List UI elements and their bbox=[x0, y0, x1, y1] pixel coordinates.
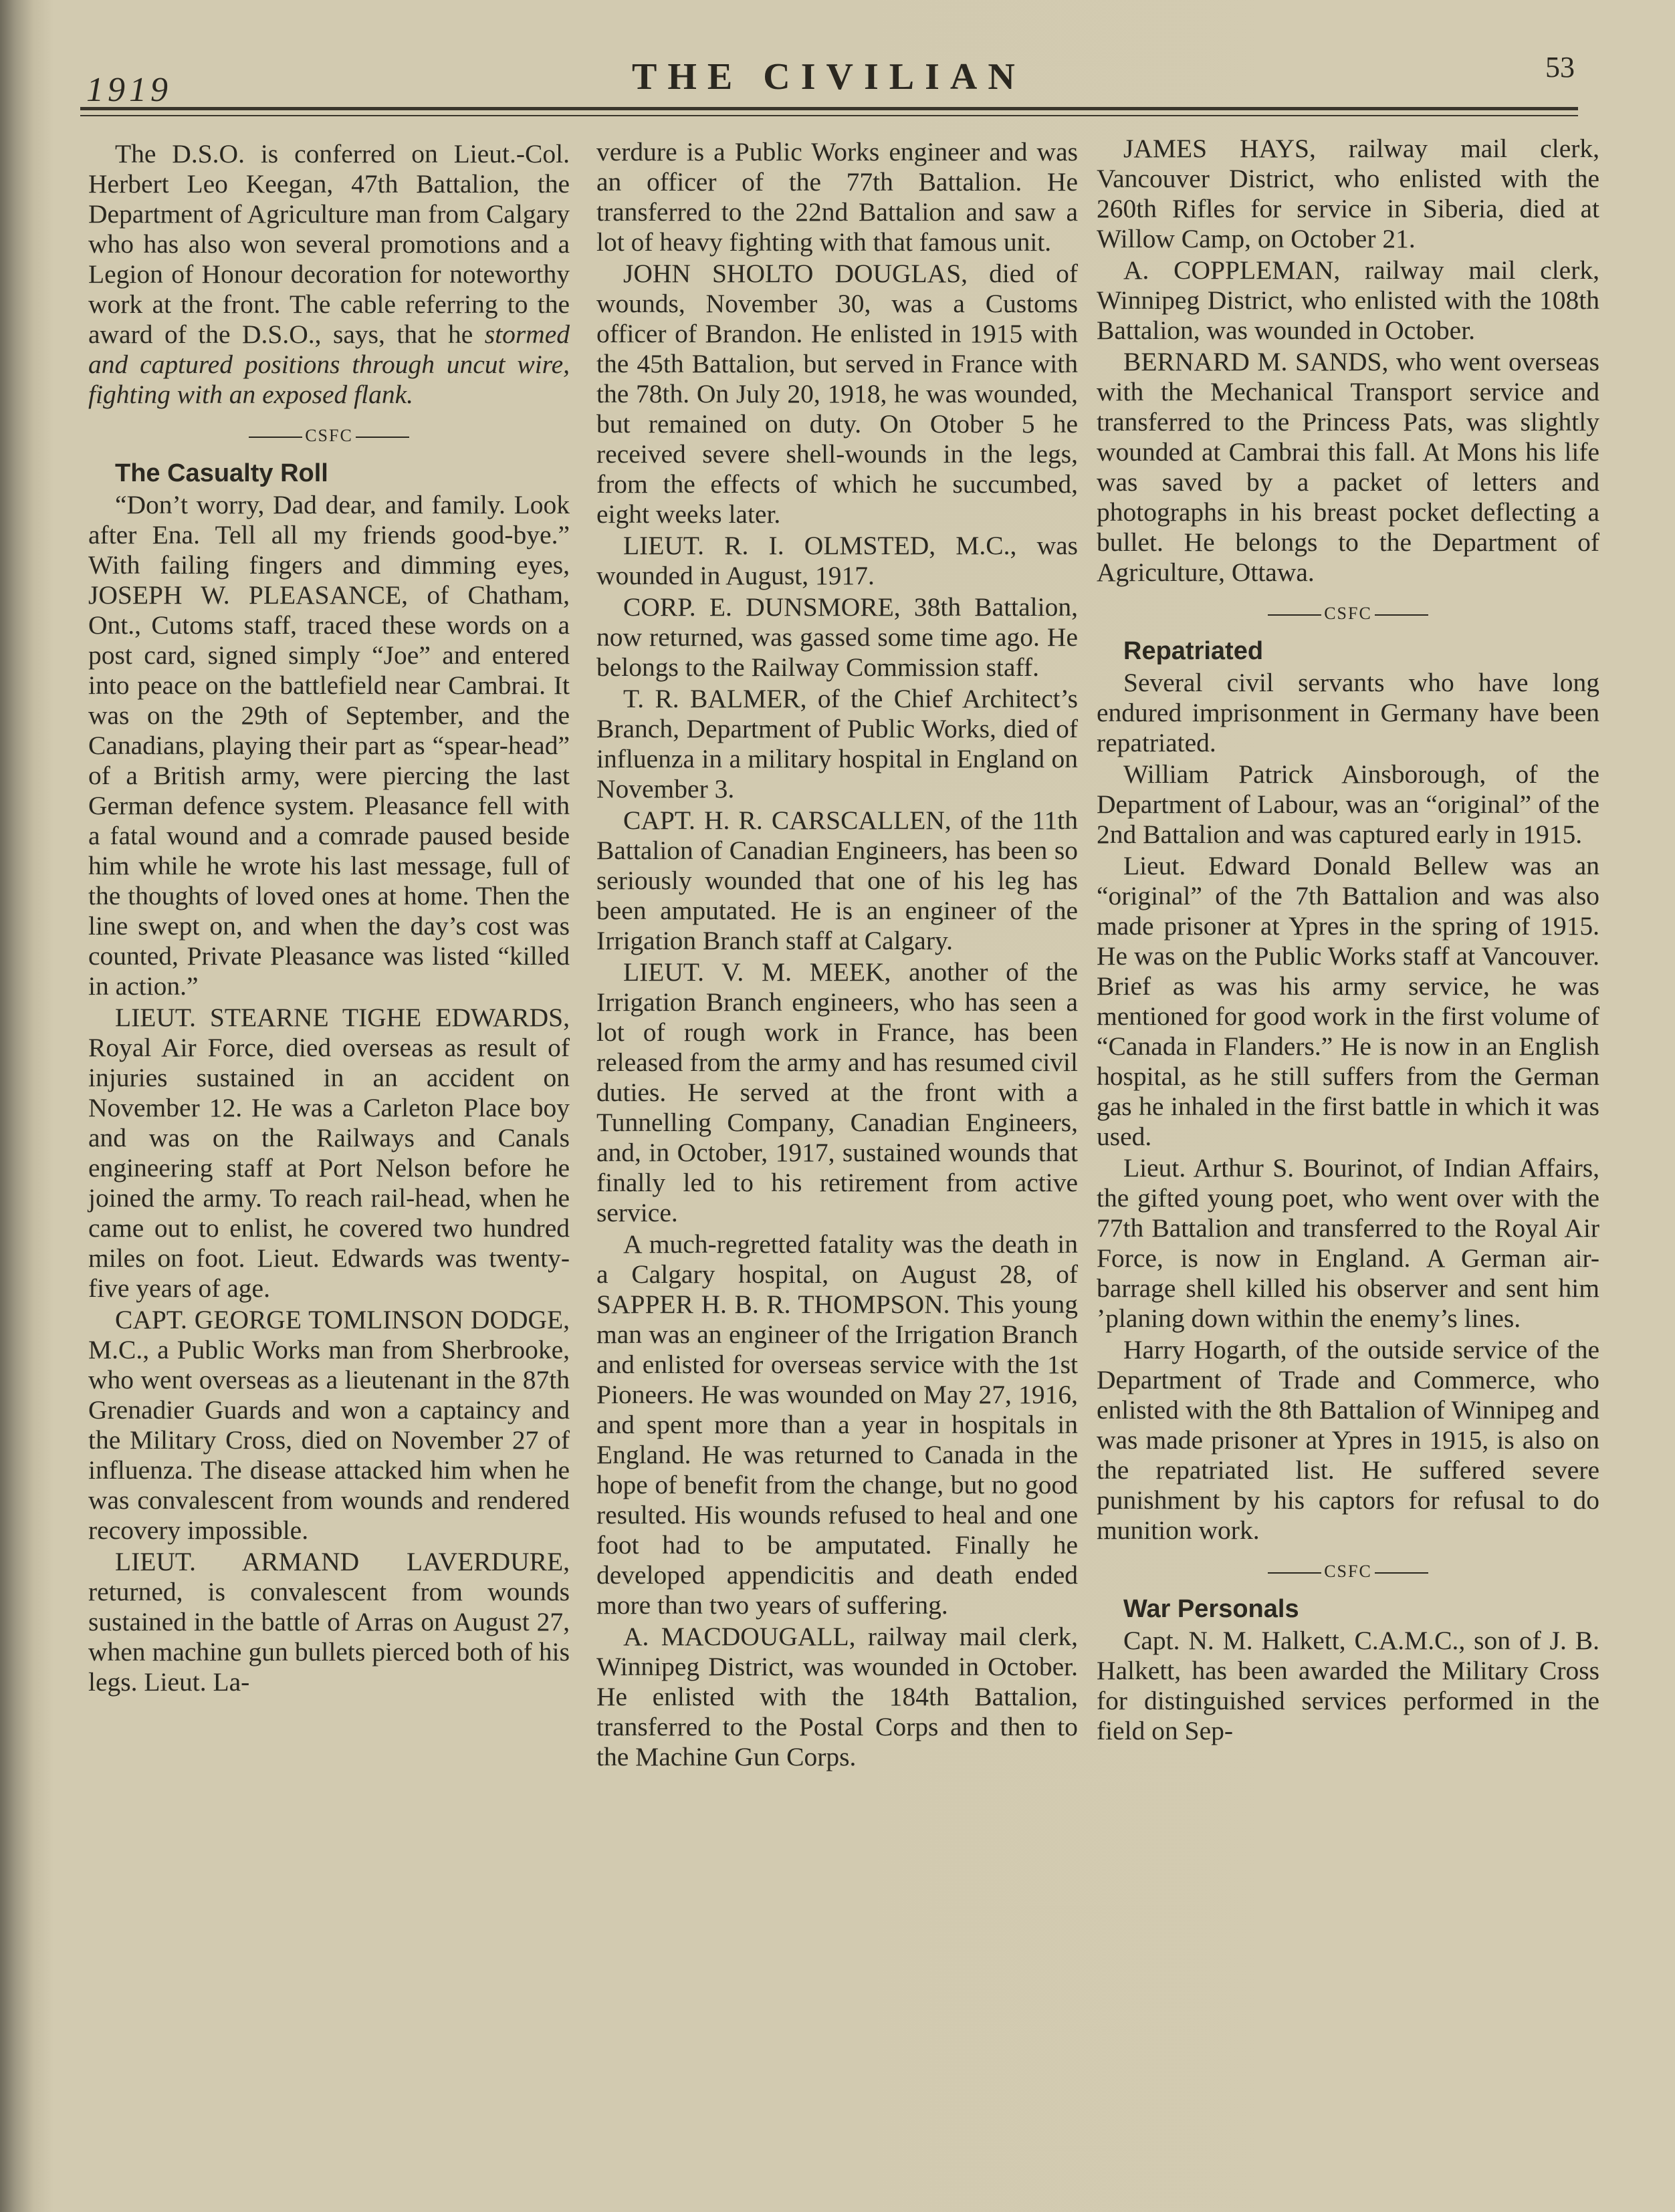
paragraph-carscallen: CAPT. H. R. CARSCALLEN, of the 11th Battalion of Canadian Engineers, has been so seriously wounded that one of his leg has been amputated. He is an engineer of the Irrigation Branch staff at Calgary. bbox=[596, 806, 1078, 955]
paragraph-laverdure-cont: verdure is a Public Works engineer and was an officer of the 77th Battalion. He transferred to the 22nd Battalion and saw a lot of heavy fighting with that famous unit. bbox=[596, 137, 1078, 257]
column-3 bbox=[1097, 134, 1599, 1746]
paragraph-laverdure: LIEUT. ARMAND LAVERDURE, returned, is convalescent from wounds sustained in the battle of Arras on August 27, when machine gun bullets pierced both of his legs. Lieut. La- bbox=[88, 1547, 570, 1697]
paragraph-dso-keegan bbox=[88, 139, 570, 410]
paragraph-halkett: Capt. N. M. Halkett, C.A.M.C., son of J. B. Halkett, has been awarded the Military Cross for distinguished services performed in the field on Sep- bbox=[1097, 1626, 1599, 1745]
paragraph-douglas: JOHN SHOLTO DOUGLAS, died of wounds, November 30, was a Customs officer of Brandon. He enlisted in 1915 with the 45th Battalion, but served in France with the 78th. On July 20, 1918, he was wounded, but remained on duty. On Otober 5 he received severe shell-wounds in the legs, from the effects of which he succumbed, eight weeks later. bbox=[596, 259, 1078, 529]
paragraph-balmer: T. R. BALMER, of the Chief Architect’s Branch, Department of Public Works, died of influenza in a military hospital in England on November 3. bbox=[596, 684, 1078, 804]
italic-quote: stormed and captured positions through uncut wire, fighting with an exposed flank. bbox=[88, 320, 570, 409]
section-separator: CSFC bbox=[1097, 1556, 1599, 1586]
paragraph-macdougall: A. MACDOUGALL, railway mail clerk, Winnipeg District, was wounded in October. He enlisted with the 184th Battalion, transferred to the Postal Corps and then to the Machine Gun Corps. bbox=[596, 1622, 1078, 1771]
paragraph-coppleman: A. COPPLEMAN, railway mail clerk, Winnipeg District, who enlisted with the 108th Battalion, was wounded in October. bbox=[1097, 255, 1599, 345]
column-1 bbox=[88, 139, 570, 1697]
paragraph-dodge: CAPT. GEORGE TOMLINSON DODGE, M.C., a Public Works man from Sherbrooke, who went overseas as a lieutenant in the 87th Grenadier Guards and won a captaincy and the Military Cross, died on November 27 of influenza. The disease attacked him when he was convalescent from wounds and rendered recovery impossible. bbox=[88, 1305, 570, 1545]
heading-casualty-roll: The Casualty Roll bbox=[115, 459, 328, 487]
paragraph-thompson: A much-regretted fatality was the death in a Calgary hospital, on August 28, of SAPPER H. B. R. THOMPSON. This young man was an engineer of the Irrigation Branch and enlisted for overseas service with the 1st Pioneers. He was wounded on May 27, 1916, and spent more than a year in hospitals in England. He was returned to Canada in the hope of benefit from the change, but no good resulted. His wounds refused to heal and one foot had to be amputated. Finally he developed appendicitis and death ended more than two years of suffering. bbox=[596, 1229, 1078, 1620]
section-separator: CSFC bbox=[1097, 598, 1599, 628]
paragraph-ainsborough: William Patrick Ainsborough, of the Department of Labour, was an “original” of the 2nd Battalion and was captured early in 1915. bbox=[1097, 759, 1599, 849]
paragraph-dunsmore: CORP. E. DUNSMORE, 38th Battalion, now returned, was gassed some time ago. He belongs to the Railway Commission staff. bbox=[596, 592, 1078, 682]
paragraph-text: The D.S.O. is conferred on Lieut.-Col. Herbert Leo Keegan, 47th Battalion, the Department of Agriculture man from Calgary who has also won several promotions and a Legion of Honour decoration for noteworthy work at the front. The cable referring to the award of the D.S.O., says, that he bbox=[88, 139, 570, 349]
paragraph-edwards: LIEUT. STEARNE TIGHE EDWARDS, Royal Air Force, died overseas as result of injuries sustained in an accident on November 12. He was a Carleton Place boy and was on the Railways and Canals engineering staff at Port Nelson before he joined the army. To reach rail-head, when he came out to enlist, he covered two hundred miles on foot. Lieut. Edwards was twenty-five years of age. bbox=[88, 1003, 570, 1303]
heading-repatriated: Repatriated bbox=[1123, 637, 1264, 665]
header-year: 1919 bbox=[86, 71, 172, 109]
paragraph-bellew: Lieut. Edward Donald Bellew was an “original” of the 7th Battalion and was also made prisoner at Ypres in the spring of 1915. He was on the Public Works staff at Vancouver. Brief as was his army service, he was mentioned for good work in the first volume of “Canada in Flanders.” He is now in an English hospital, as he still suffers from the German gas he inhaled in the first battle in which it was used. bbox=[1097, 851, 1599, 1151]
header-rule-thick bbox=[80, 107, 1578, 110]
paragraph-meek: LIEUT. V. M. MEEK, another of the Irrigation Branch engineers, who has seen a lot of rough work in France, has been released from the army and has resumed civil duties. He served at the front with a Tunnelling Company, Canadian Engineers, and, in October, 1917, sustained wounds that finally led to his retirement from active service. bbox=[596, 957, 1078, 1227]
page-header bbox=[84, 43, 1588, 117]
paragraph-hogarth: Harry Hogarth, of the outside service of the Department of Trade and Commerce, who enlisted with the 8th Battalion of Winnipeg and was made prisoner at Ypres in 1915, is also on the repatriated list. He suffered severe punishment by his captors for refusal to do munition work. bbox=[1097, 1335, 1599, 1545]
paragraph-bourinot: Lieut. Arthur S. Bourinot, of Indian Affairs, the gifted young poet, who went over with the 77th Battalion and transferred to the Royal Air Force, is now in England. A German air-barrage shell killed his observer and sent him ’planing down within the enemy’s lines. bbox=[1097, 1153, 1599, 1333]
paragraph-hays: JAMES HAYS, railway mail clerk, Vancouver District, who enlisted with the 260th Rifles for service in Siberia, died at Willow Camp, on October 21. bbox=[1097, 134, 1599, 253]
paragraph-sands: BERNARD M. SANDS, who went overseas with the Mechanical Transport service and transferred to the Princess Pats, was slightly wounded at Cambrai this fall. At Mons his life was saved by a packet of letters and photographs in his breast pocket deflecting a bullet. He belongs to the Department of Agriculture, Ottawa. bbox=[1097, 347, 1599, 587]
heading-war-personals: War Personals bbox=[1123, 1595, 1299, 1623]
paragraph-repatriated-intro: Several civil servants who have long endured imprisonment in Germany have been repatriated. bbox=[1097, 668, 1599, 757]
paragraph-pleasance: “Don’t worry, Dad dear, and family. Look after Ena. Tell all my friends good-bye.” With failing fingers and dimming eyes, JOSEPH W. PLEASANCE, of Chatham, Ont., Cutoms staff, traced these words on a post card, signed simply “Joe” and entered into peace on the battlefield near Cambrai. It was on the 29th of September, and the Canadians, playing their part as “spear-head” of a British army, were piercing the last German defence system. Pleasance fell with a fatal wound and a comrade paused beside him while he wrote his last message, full of the thoughts of loved ones at home. Then the line swept on, and when the day’s cost was counted, Private Pleasance was listed “killed in action.” bbox=[88, 490, 570, 1001]
header-page-number: 53 bbox=[1545, 51, 1575, 84]
header-title: THE CIVILIAN bbox=[632, 56, 1026, 98]
section-separator: CSFC bbox=[88, 420, 570, 451]
paragraph-olmsted: LIEUT. R. I. OLMSTED, M.C., was wounded in August, 1917. bbox=[596, 531, 1078, 590]
header-rule-thin bbox=[80, 115, 1578, 116]
column-2 bbox=[596, 137, 1078, 1772]
